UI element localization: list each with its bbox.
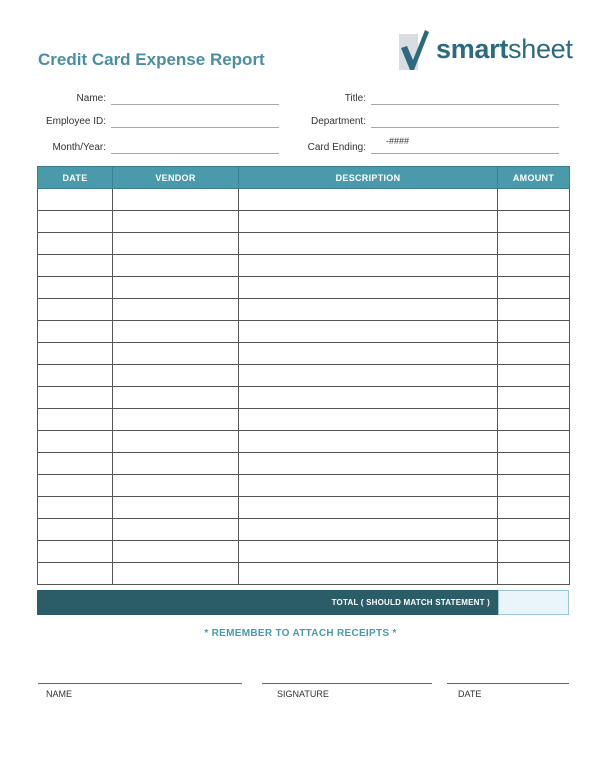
description-cell[interactable] (239, 277, 498, 299)
vendor-cell[interactable] (113, 277, 239, 299)
date-signature-line[interactable] (447, 683, 569, 684)
card-ending-field[interactable] (371, 153, 559, 154)
amount-cell[interactable] (498, 453, 570, 475)
name-field[interactable] (111, 104, 279, 105)
description-cell[interactable] (239, 475, 498, 497)
total-amount-field[interactable] (498, 590, 569, 615)
column-header-date: DATE (38, 167, 113, 189)
amount-cell[interactable] (498, 233, 570, 255)
amount-cell[interactable] (498, 343, 570, 365)
table-row (38, 409, 570, 431)
vendor-cell[interactable] (113, 365, 239, 387)
date-cell[interactable] (38, 365, 113, 387)
month-year-field[interactable] (111, 153, 279, 154)
expense-table (37, 166, 570, 585)
column-header-vendor: VENDOR (113, 167, 239, 189)
card-ending-label: Card Ending: (307, 142, 366, 153)
date-cell[interactable] (38, 541, 113, 563)
description-cell[interactable] (239, 365, 498, 387)
name-signature-label: NAME (46, 689, 73, 699)
date-cell[interactable] (38, 233, 113, 255)
table-row (38, 475, 570, 497)
vendor-cell[interactable] (113, 299, 239, 321)
date-cell[interactable] (38, 321, 113, 343)
column-header-description: DESCRIPTION (239, 167, 498, 189)
description-cell[interactable] (239, 497, 498, 519)
vendor-cell[interactable] (113, 453, 239, 475)
description-cell[interactable] (239, 211, 498, 233)
vendor-cell[interactable] (113, 563, 239, 585)
smartsheet-logo (398, 30, 588, 74)
description-cell[interactable] (239, 409, 498, 431)
amount-cell[interactable] (498, 189, 570, 211)
amount-cell[interactable] (498, 277, 570, 299)
vendor-cell[interactable] (113, 541, 239, 563)
table-row (38, 387, 570, 409)
date-cell[interactable] (38, 409, 113, 431)
description-cell[interactable] (239, 563, 498, 585)
description-cell[interactable] (239, 387, 498, 409)
vendor-cell[interactable] (113, 233, 239, 255)
title-field[interactable] (371, 104, 559, 105)
total-bar (37, 590, 498, 615)
date-cell[interactable] (38, 211, 113, 233)
description-cell[interactable] (239, 519, 498, 541)
vendor-cell[interactable] (113, 409, 239, 431)
table-row (38, 211, 570, 233)
date-cell[interactable] (38, 189, 113, 211)
description-cell[interactable] (239, 233, 498, 255)
amount-cell[interactable] (498, 519, 570, 541)
department-label: Department: (310, 116, 366, 127)
table-row (38, 299, 570, 321)
employee-id-label: Employee ID: (45, 116, 106, 127)
vendor-cell[interactable] (113, 189, 239, 211)
date-cell[interactable] (38, 453, 113, 475)
table-row (38, 497, 570, 519)
receipts-reminder: * REMEMBER TO ATTACH RECEIPTS * (204, 628, 397, 639)
table-row (38, 343, 570, 365)
date-cell[interactable] (38, 299, 113, 321)
table-row (38, 453, 570, 475)
description-cell[interactable] (239, 541, 498, 563)
amount-cell[interactable] (498, 563, 570, 585)
logo-wordmark: smartsheet (436, 34, 573, 64)
date-cell[interactable] (38, 563, 113, 585)
table-body (38, 189, 570, 585)
table-row (38, 277, 570, 299)
table-row (38, 563, 570, 585)
vendor-cell[interactable] (113, 475, 239, 497)
description-cell[interactable] (239, 189, 498, 211)
amount-cell[interactable] (498, 255, 570, 277)
amount-cell[interactable] (498, 321, 570, 343)
date-cell[interactable] (38, 431, 113, 453)
date-cell[interactable] (38, 277, 113, 299)
table-row (38, 255, 570, 277)
amount-cell[interactable] (498, 497, 570, 519)
total-label: TOTAL ( SHOULD MATCH STATEMENT ) (331, 598, 490, 607)
column-header-amount: AMOUNT (498, 167, 570, 189)
amount-cell[interactable] (498, 299, 570, 321)
department-field[interactable] (371, 127, 559, 128)
description-cell[interactable] (239, 453, 498, 475)
month-year-label: Month/Year: (52, 142, 106, 153)
vendor-cell[interactable] (113, 519, 239, 541)
card-ending-value: -#### (386, 136, 410, 146)
vendor-cell[interactable] (113, 343, 239, 365)
description-cell[interactable] (239, 431, 498, 453)
amount-cell[interactable] (498, 211, 570, 233)
title-label: Title: (344, 93, 366, 104)
name-signature-line[interactable] (38, 683, 242, 684)
description-cell[interactable] (239, 255, 498, 277)
vendor-cell[interactable] (113, 255, 239, 277)
description-cell[interactable] (239, 343, 498, 365)
vendor-cell[interactable] (113, 431, 239, 453)
date-signature-label: DATE (458, 689, 482, 699)
vendor-cell[interactable] (113, 387, 239, 409)
description-cell[interactable] (239, 321, 498, 343)
amount-cell[interactable] (498, 541, 570, 563)
table-row (38, 541, 570, 563)
vendor-cell[interactable] (113, 321, 239, 343)
date-cell[interactable] (38, 387, 113, 409)
table-row (38, 233, 570, 255)
amount-cell[interactable] (498, 475, 570, 497)
amount-cell[interactable] (498, 409, 570, 431)
description-cell[interactable] (239, 299, 498, 321)
table-header-row (38, 167, 570, 189)
employee-id-field[interactable] (111, 127, 279, 128)
amount-cell[interactable] (498, 431, 570, 453)
amount-cell[interactable] (498, 387, 570, 409)
signature-label: SIGNATURE (277, 689, 329, 699)
table-row (38, 321, 570, 343)
report-title: Credit Card Expense Report (38, 50, 265, 69)
date-cell[interactable] (38, 343, 113, 365)
date-cell[interactable] (38, 497, 113, 519)
date-cell[interactable] (38, 255, 113, 277)
name-label: Name: (76, 93, 106, 104)
vendor-cell[interactable] (113, 497, 239, 519)
date-cell[interactable] (38, 519, 113, 541)
table-row (38, 519, 570, 541)
table-row (38, 365, 570, 387)
date-cell[interactable] (38, 475, 113, 497)
check-mark-logo-icon (398, 30, 434, 74)
signature-line[interactable] (262, 683, 432, 684)
table-row (38, 189, 570, 211)
vendor-cell[interactable] (113, 211, 239, 233)
amount-cell[interactable] (498, 365, 570, 387)
table-row (38, 431, 570, 453)
